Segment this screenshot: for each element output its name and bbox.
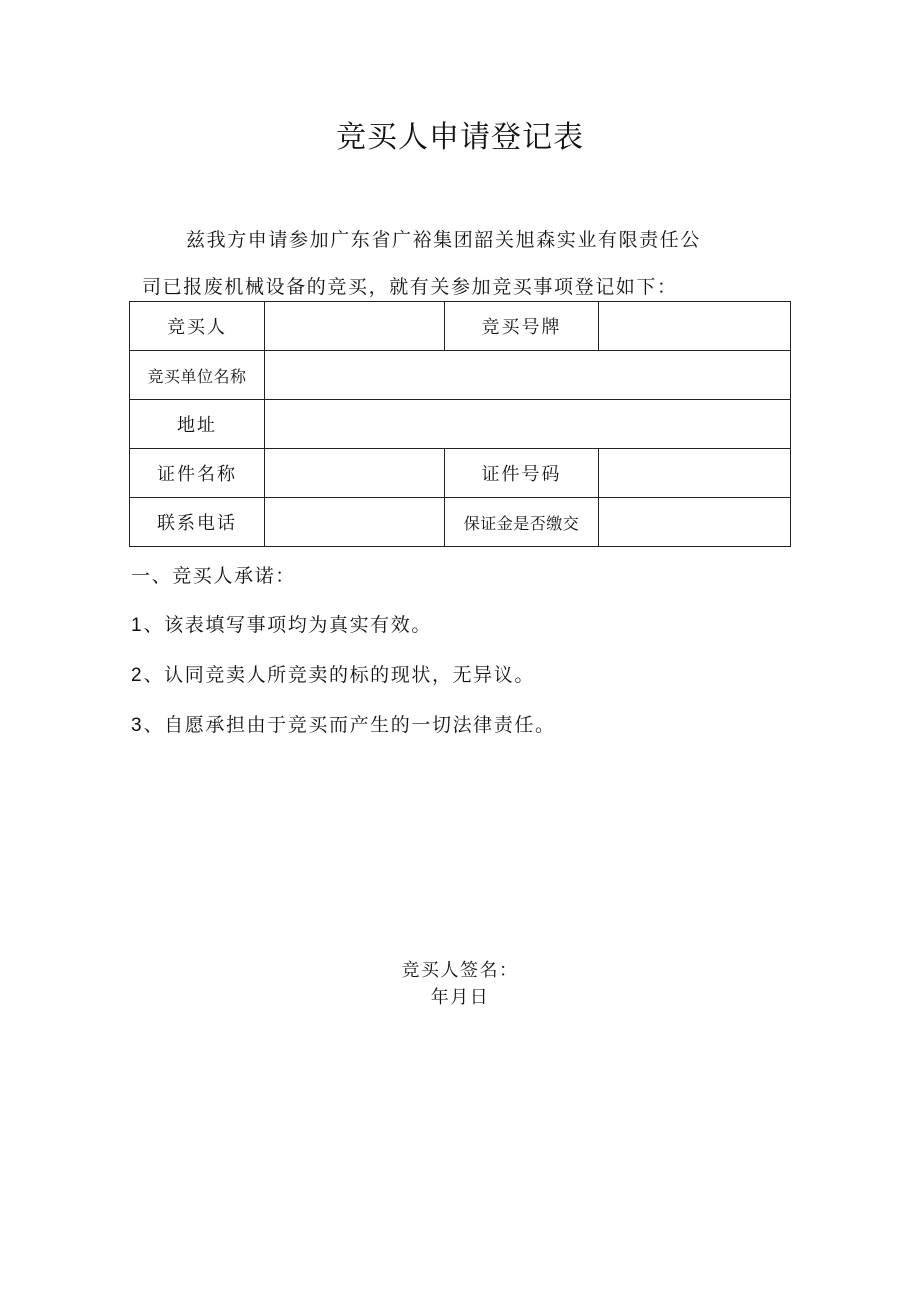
signature-date: 年月日 <box>430 987 490 1008</box>
commitment-item-3 <box>131 712 556 739</box>
registration-form-table <box>129 301 791 547</box>
table-row <box>130 400 791 449</box>
intro-line-1: 兹我方申请参加广东省广裕集团韶关旭森实业有限责任公 <box>186 229 702 251</box>
commitment-item-number: 3 <box>131 715 142 736</box>
table-row <box>130 351 791 400</box>
page-title: 竞买人申请登记表 <box>336 120 584 155</box>
table-row <box>130 302 791 351</box>
intro-line-2: 司已报废机械设备的竞买，就有关参加竞买事项登记如下： <box>142 276 678 298</box>
address-field[interactable] <box>265 400 791 449</box>
commitment-item-number: 2 <box>131 665 142 686</box>
deposit-paid-label: 保证金是否缴交 <box>445 498 599 547</box>
commitment-item-text: 、认同竞卖人所竞卖的标的现状，无异议。 <box>143 664 535 686</box>
phone-field[interactable] <box>265 498 445 547</box>
company-name-label: 竞买单位名称 <box>130 351 265 400</box>
bidder-field[interactable] <box>265 302 445 351</box>
bid-number-label: 竞买号牌 <box>445 302 599 351</box>
address-label: 地址 <box>130 400 265 449</box>
phone-label: 联系电话 <box>130 498 265 547</box>
signature-block <box>0 957 920 1011</box>
commitment-item-1 <box>131 612 432 639</box>
signature-label: 竞买人签名： <box>401 960 519 981</box>
id-number-field[interactable] <box>599 449 791 498</box>
bid-number-field[interactable] <box>599 302 791 351</box>
commitment-heading: 一、竞买人承诺： <box>131 565 296 587</box>
bidder-label: 竞买人 <box>130 302 265 351</box>
company-name-field[interactable] <box>265 351 791 400</box>
id-number-label: 证件号码 <box>445 449 599 498</box>
id-type-field[interactable] <box>265 449 445 498</box>
commitment-item-number: 1 <box>131 615 142 636</box>
table-row <box>130 449 791 498</box>
commitment-item-text: 、该表填写事项均为真实有效。 <box>143 614 432 636</box>
deposit-paid-field[interactable] <box>599 498 791 547</box>
id-type-label: 证件名称 <box>130 449 265 498</box>
commitment-item-text: 、自愿承担由于竞买而产生的一切法律责任。 <box>143 714 556 736</box>
table-row <box>130 498 791 547</box>
commitment-item-2 <box>131 662 535 689</box>
